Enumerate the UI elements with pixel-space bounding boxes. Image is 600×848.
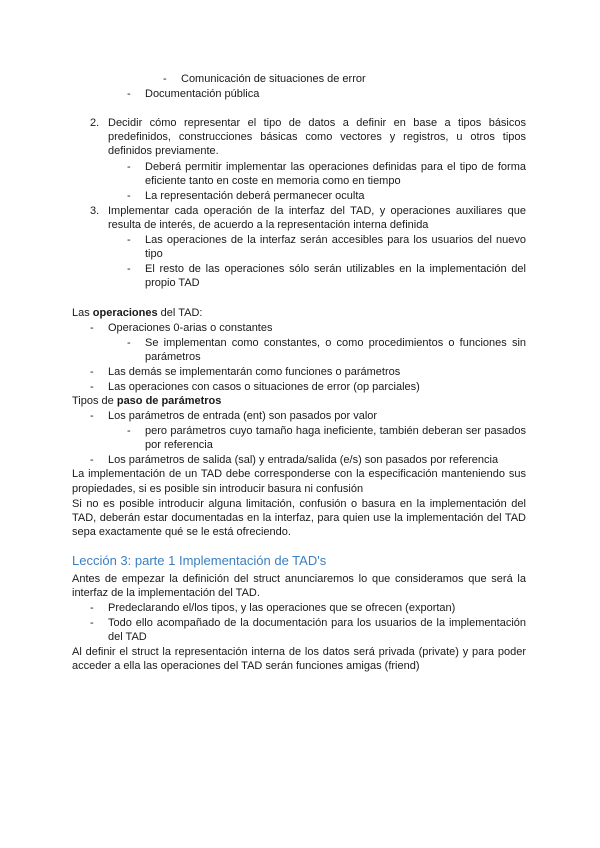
section-heading: Lección 3: parte 1 Implementación de TAD's [72, 553, 327, 568]
list-item: eficiente tanto en coste en memoria como en tiempo [145, 175, 401, 187]
paragraph-line: interfaz de la implementación del TAD. [72, 587, 260, 599]
list-item: Deberá permitir implementar las operaciones definidas para el tipo de forma [145, 161, 526, 173]
heading-text: Tipos de [72, 395, 117, 407]
paragraph-line: Al definir el struct la representación interna de los datos será privada (private) y para poder [72, 646, 526, 658]
bullet-dash: - [127, 425, 131, 437]
heading-text: del TAD: [157, 307, 203, 319]
list-item: del TAD [108, 631, 147, 643]
paso-heading [72, 394, 221, 408]
bullet-dash: - [90, 322, 94, 334]
bullet-dash: - [127, 190, 131, 202]
list-item: Los parámetros de salida (sal) y entrada/salida (e/s) son pasados por referencia [108, 454, 499, 466]
list-item: Todo ello acompañado de la documentación para los usuarios de la implementación [108, 617, 526, 629]
bullet-dash: - [163, 73, 167, 85]
step-text-line: predefinidos, construcciones básicas como vectores y registros, u otros tipos [108, 131, 526, 143]
list-item: Operaciones 0-arias o constantes [108, 322, 273, 334]
list-item: La representación deberá permanecer oculta [145, 190, 365, 202]
heading-text: Las [72, 307, 93, 319]
step-text-line: definidos previamente. [108, 145, 219, 157]
paragraph-line: acceder a ella las operaciones del TAD serán funciones amigas (friend) [72, 660, 420, 672]
list-number: 2. [90, 117, 100, 129]
list-item: Las operaciones con casos o situaciones de error (op parciales) [108, 381, 420, 393]
bullet-dash: - [90, 366, 94, 378]
bullet-dash: - [127, 161, 131, 173]
paragraph-line: Si no es posible introducir alguna limitación, confusión o basura en la implementación del [72, 498, 526, 510]
list-item: Documentación pública [145, 88, 260, 100]
list-item: Comunicación de situaciones de error [181, 73, 366, 85]
step-text-line: Implementar cada operación de la interfaz del TAD, y operaciones auxiliares que [108, 205, 526, 217]
operaciones-heading [72, 306, 202, 320]
list-item: Las demás se implementarán como funciones o parámetros [108, 366, 401, 378]
list-number: 3. [90, 205, 100, 217]
heading-bold: paso de parámetros [116, 395, 222, 407]
bullet-dash: - [127, 234, 131, 246]
bullet-dash: - [90, 410, 94, 422]
list-item: Se implementan como constantes, o como procedimientos o funciones sin [145, 337, 526, 349]
step-text-line: Decidir cómo representar el tipo de datos a definir en base a tipos básicos [108, 117, 526, 129]
heading-bold: operaciones [92, 307, 158, 319]
bullet-dash: - [90, 617, 94, 629]
paragraph-line: La implementación de un TAD debe corresponderse con la especificación manteniendo sus [72, 468, 526, 480]
list-item: pero parámetros cuyo tamaño haga ineficiente, también deberan ser pasados [145, 425, 526, 437]
bullet-dash: - [90, 454, 94, 466]
paragraph-line: TAD, deberán estar documentadas en la interfaz, para quien use la implementación del TAD [72, 512, 526, 524]
paragraph-line: propiedades, si es posible sin introducir basura ni confusión [72, 483, 364, 495]
bullet-dash: - [127, 337, 131, 349]
list-item: propio TAD [145, 277, 200, 289]
bullet-dash: - [90, 381, 94, 393]
bullet-dash: - [90, 602, 94, 614]
paragraph-line: Antes de empezar la definición del struct anunciaremos lo que consideramos que será la [72, 573, 526, 585]
bullet-dash: - [127, 263, 131, 275]
bullet-dash: - [127, 88, 131, 100]
list-item: Los parámetros de entrada (ent) son pasados por valor [108, 410, 378, 422]
list-item: tipo [145, 248, 163, 260]
list-item: parámetros [145, 351, 201, 363]
paragraph-line: sepa exactamente qué se le está ofreciendo. [72, 526, 291, 538]
step-text-line: resulta de interés, de acuerdo a la representación interna definida [108, 219, 429, 231]
list-item: El resto de las operaciones sólo serán utilizables en la implementación del [145, 263, 526, 275]
list-item: por referencia [145, 439, 213, 451]
list-item: Las operaciones de la interfaz serán accesibles para los usuarios del nuevo [145, 234, 526, 246]
list-item: Predeclarando el/los tipos, y las operaciones que se ofrecen (exportan) [108, 602, 456, 614]
